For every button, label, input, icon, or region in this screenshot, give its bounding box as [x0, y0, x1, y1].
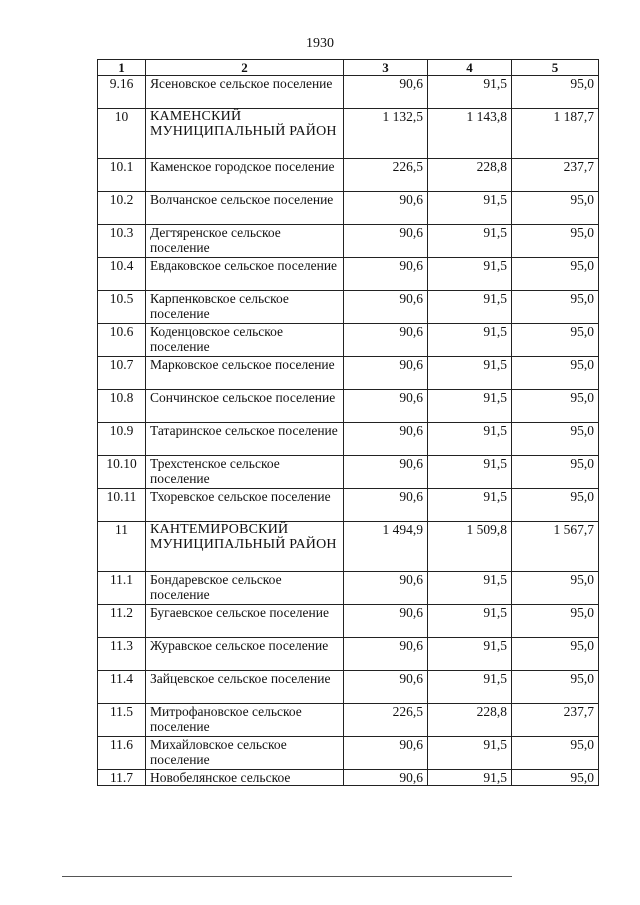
value-col3: 90,6 — [344, 638, 428, 671]
value-col4: 228,8 — [428, 704, 512, 737]
column-header: 2 — [146, 60, 344, 76]
row-number: 10.6 — [98, 324, 146, 357]
table-row — [98, 770, 599, 786]
table-row — [98, 324, 599, 357]
row-number: 10.1 — [98, 159, 146, 192]
row-number: 11.1 — [98, 572, 146, 605]
row-number: 10.3 — [98, 225, 146, 258]
row-name: Сончинское сельское поселение — [146, 390, 344, 423]
value-col5: 95,0 — [512, 357, 599, 390]
row-name: Тхоревское сельское поселение — [146, 489, 344, 522]
value-col5: 95,0 — [512, 258, 599, 291]
table-row — [98, 159, 599, 192]
value-col5: 95,0 — [512, 737, 599, 770]
table-row — [98, 109, 599, 159]
value-col5: 95,0 — [512, 489, 599, 522]
value-col3: 90,6 — [344, 770, 428, 786]
column-header: 4 — [428, 60, 512, 76]
row-number: 11.5 — [98, 704, 146, 737]
row-name: Трехстенское сельское поселение — [146, 456, 344, 489]
row-number: 11.7 — [98, 770, 146, 786]
value-col3: 90,6 — [344, 225, 428, 258]
value-col3: 90,6 — [344, 258, 428, 291]
row-name: Татаринское сельское поселение — [146, 423, 344, 456]
value-col4: 1 509,8 — [428, 522, 512, 572]
value-col5: 95,0 — [512, 192, 599, 225]
table-header-row — [98, 60, 599, 76]
value-col4: 91,5 — [428, 770, 512, 786]
value-col4: 91,5 — [428, 291, 512, 324]
value-col4: 91,5 — [428, 456, 512, 489]
value-col5: 95,0 — [512, 572, 599, 605]
row-number: 10.7 — [98, 357, 146, 390]
value-col5: 1 567,7 — [512, 522, 599, 572]
table-row — [98, 76, 599, 109]
row-number: 10.9 — [98, 423, 146, 456]
value-col4: 91,5 — [428, 192, 512, 225]
row-name: Бондаревское сельское поселение — [146, 572, 344, 605]
value-col3: 90,6 — [344, 390, 428, 423]
row-number: 10.10 — [98, 456, 146, 489]
row-name: Бугаевское сельское поселение — [146, 605, 344, 638]
row-name: Каменское городское поселение — [146, 159, 344, 192]
value-col3: 90,6 — [344, 489, 428, 522]
value-col3: 90,6 — [344, 456, 428, 489]
value-col3: 90,6 — [344, 671, 428, 704]
table-row — [98, 737, 599, 770]
value-col4: 91,5 — [428, 737, 512, 770]
value-col5: 95,0 — [512, 390, 599, 423]
budget-table — [97, 59, 599, 786]
value-col4: 91,5 — [428, 324, 512, 357]
value-col4: 91,5 — [428, 671, 512, 704]
value-col3: 90,6 — [344, 76, 428, 109]
value-col4: 91,5 — [428, 76, 512, 109]
row-name: Новобелянское сельское — [146, 770, 344, 786]
row-name: Карпенковское сельское поселение — [146, 291, 344, 324]
value-col3: 90,6 — [344, 192, 428, 225]
value-col5: 95,0 — [512, 76, 599, 109]
column-header: 1 — [98, 60, 146, 76]
table-row — [98, 390, 599, 423]
row-name: Волчанское сельское поселение — [146, 192, 344, 225]
value-col3: 90,6 — [344, 737, 428, 770]
value-col5: 95,0 — [512, 225, 599, 258]
value-col3: 90,6 — [344, 324, 428, 357]
row-name: КАМЕНСКИЙ МУНИЦИПАЛЬНЫЙ РАЙОН — [146, 109, 344, 159]
value-col4: 91,5 — [428, 357, 512, 390]
table-row — [98, 456, 599, 489]
table-row — [98, 192, 599, 225]
table-row — [98, 522, 599, 572]
page-bottom-rule — [62, 876, 512, 877]
value-col3: 90,6 — [344, 605, 428, 638]
row-number: 10.8 — [98, 390, 146, 423]
row-name: Зайцевское сельское поселение — [146, 671, 344, 704]
row-number: 11 — [98, 522, 146, 572]
value-col5: 95,0 — [512, 423, 599, 456]
table-row — [98, 605, 599, 638]
row-name: КАНТЕМИРОВСКИЙ МУНИЦИПАЛЬНЫЙ РАЙОН — [146, 522, 344, 572]
value-col5: 95,0 — [512, 671, 599, 704]
value-col4: 91,5 — [428, 638, 512, 671]
value-col3: 1 132,5 — [344, 109, 428, 159]
value-col5: 95,0 — [512, 456, 599, 489]
row-name: Коденцовское сельское поселение — [146, 324, 344, 357]
row-name: Евдаковское сельское поселение — [146, 258, 344, 291]
value-col3: 90,6 — [344, 572, 428, 605]
row-name: Журавское сельское поселение — [146, 638, 344, 671]
table-row — [98, 225, 599, 258]
row-number: 10.5 — [98, 291, 146, 324]
value-col5: 95,0 — [512, 291, 599, 324]
table-row — [98, 357, 599, 390]
row-name: Марковское сельское поселение — [146, 357, 344, 390]
value-col3: 90,6 — [344, 291, 428, 324]
row-name: Михайловское сельское поселение — [146, 737, 344, 770]
value-col4: 1 143,8 — [428, 109, 512, 159]
value-col5: 1 187,7 — [512, 109, 599, 159]
column-header: 5 — [512, 60, 599, 76]
page-number: 1930 — [306, 36, 334, 51]
table-row — [98, 671, 599, 704]
value-col4: 91,5 — [428, 489, 512, 522]
row-number: 10.11 — [98, 489, 146, 522]
row-name: Дегтяренское сельское поселение — [146, 225, 344, 258]
value-col3: 226,5 — [344, 704, 428, 737]
value-col4: 91,5 — [428, 225, 512, 258]
value-col3: 226,5 — [344, 159, 428, 192]
value-col4: 91,5 — [428, 572, 512, 605]
row-number: 9.16 — [98, 76, 146, 109]
row-number: 10.4 — [98, 258, 146, 291]
row-number: 11.4 — [98, 671, 146, 704]
table-row — [98, 291, 599, 324]
value-col3: 90,6 — [344, 357, 428, 390]
value-col4: 91,5 — [428, 390, 512, 423]
value-col4: 228,8 — [428, 159, 512, 192]
value-col4: 91,5 — [428, 423, 512, 456]
value-col5: 95,0 — [512, 770, 599, 786]
value-col4: 91,5 — [428, 258, 512, 291]
value-col5: 95,0 — [512, 605, 599, 638]
row-number: 11.2 — [98, 605, 146, 638]
value-col5: 95,0 — [512, 638, 599, 671]
row-name: Ясеновское сельское поселение — [146, 76, 344, 109]
row-number: 11.6 — [98, 737, 146, 770]
value-col5: 237,7 — [512, 159, 599, 192]
value-col4: 91,5 — [428, 605, 512, 638]
row-number: 10.2 — [98, 192, 146, 225]
row-name: Митрофановское сельское поселение — [146, 704, 344, 737]
value-col3: 1 494,9 — [344, 522, 428, 572]
value-col3: 90,6 — [344, 423, 428, 456]
table-row — [98, 572, 599, 605]
table-row — [98, 638, 599, 671]
column-header: 3 — [344, 60, 428, 76]
table-row — [98, 704, 599, 737]
value-col5: 237,7 — [512, 704, 599, 737]
table-row — [98, 423, 599, 456]
row-number: 10 — [98, 109, 146, 159]
table-row — [98, 489, 599, 522]
row-number: 11.3 — [98, 638, 146, 671]
value-col5: 95,0 — [512, 324, 599, 357]
table-row — [98, 258, 599, 291]
